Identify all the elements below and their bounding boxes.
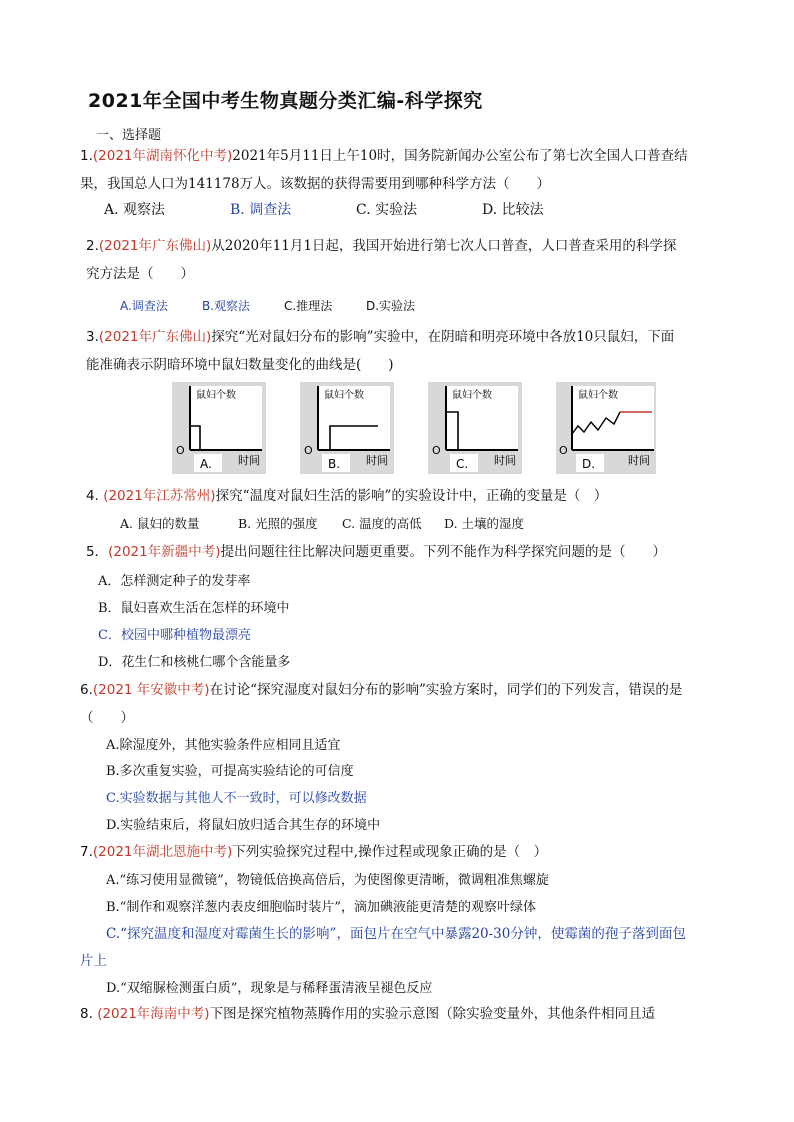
- question-text: 在讨论“探究湿度对鼠妇分布的影响”实验方案时，同学们的下列发言，错误的是: [209, 682, 683, 698]
- question-source: (2021年江苏常州): [103, 488, 216, 504]
- option-b[interactable]: B．鼠妇喜欢生活在怎样的环境中: [98, 601, 290, 616]
- option-d[interactable]: D. 土壤的湿度: [444, 516, 525, 531]
- x-label: 时间: [628, 454, 650, 467]
- question-5: [86, 538, 726, 566]
- origin-label: O: [559, 444, 568, 457]
- origin-label: O: [432, 444, 441, 457]
- question-number: 2.: [86, 238, 99, 254]
- question-text: 下图是探究植物蒸腾作用的实验示意图（除实验变量外，其他条件相同且适: [209, 1006, 656, 1022]
- question-7: [80, 838, 720, 866]
- question-text: 2021年5月11日上午10时，国务院新闻办公室公布了第七次全国人口普查结: [232, 148, 688, 164]
- graph-a[interactable]: [172, 382, 266, 474]
- question-4: [86, 482, 726, 510]
- question-text: 探究“温度对鼠妇生活的影响”的实验设计中，正确的变量是（ ）: [215, 488, 608, 504]
- option-a[interactable]: A. 鼠妇的数量: [120, 516, 200, 531]
- option-a[interactable]: A.除湿度外，其他实验条件应相同且适宜: [106, 738, 341, 753]
- option-a[interactable]: A．怎样测定种子的发芽率: [98, 574, 251, 589]
- page-title: 2021年全国中考生物真题分类汇编-科学探究: [88, 90, 483, 112]
- graph-letter: C.: [456, 457, 469, 471]
- options-q4: [120, 514, 524, 532]
- option-c[interactable]: C．校园中哪种植物最漂亮: [98, 628, 251, 643]
- graph-letter: A.: [200, 457, 212, 471]
- option-c[interactable]: C.实验数据与其他人不一致时，可以修改数据: [106, 791, 367, 806]
- question-2: [86, 232, 726, 288]
- question-source: (2021年新疆中考): [108, 544, 221, 560]
- origin-label: O: [176, 444, 185, 457]
- question-source: (2021 年安徽中考): [92, 682, 210, 698]
- question-source: (2021年广东佛山): [98, 329, 212, 345]
- question-number: 3.: [86, 329, 99, 345]
- option-b[interactable]: B.“制作和观察洋葱内表皮细胞临时装片”，滴加碘液能更清楚的观察叶绿体: [106, 900, 536, 915]
- graph-d[interactable]: [556, 382, 656, 474]
- question-source: (2021年湖南怀化中考): [92, 148, 233, 164]
- question-3: [86, 323, 726, 379]
- option-c[interactable]: C.推理法: [284, 299, 333, 313]
- question-number: 4.: [86, 488, 99, 504]
- option-d[interactable]: D.实验结束后，将鼠妇放归适合其生存的环境中: [106, 818, 381, 833]
- option-b[interactable]: B. 光照的强度: [238, 516, 318, 531]
- option-b[interactable]: B.多次重复实验，可提高实验结论的可信度: [106, 764, 354, 779]
- question-number: 1.: [80, 148, 93, 164]
- origin-label: O: [304, 444, 313, 457]
- question-number: 8.: [80, 1006, 93, 1022]
- question-text: （ ）: [80, 710, 134, 726]
- option-a[interactable]: A.调查法: [120, 299, 168, 313]
- x-label: 时间: [238, 454, 260, 467]
- question-text: 究方法是（ ）: [86, 266, 194, 282]
- option-a[interactable]: A. 观察法: [104, 202, 166, 218]
- x-label: 时间: [494, 454, 516, 467]
- option-c[interactable]: C. 温度的高低: [342, 516, 422, 531]
- option-c[interactable]: C.“探究温度和湿度对霉菌生长的影响”，面包片在空气中暴露20-30分钟，使霉菌的孢子落到面包: [106, 926, 686, 942]
- option-c[interactable]: C. 实验法: [356, 202, 418, 218]
- question-text: 果，我国总人口为141178万人。该数据的获得需要用到哪种科学方法（ ）: [80, 176, 551, 192]
- question-number: 7.: [80, 844, 93, 860]
- question-text: 能准确表示阴暗环境中鼠妇数量变化的曲线是( ): [86, 357, 394, 373]
- option-d[interactable]: D. 比较法: [482, 202, 544, 218]
- graph-letter: B.: [328, 457, 341, 471]
- option-d[interactable]: D．花生仁和核桃仁哪个含能量多: [98, 655, 291, 670]
- question-6: [80, 676, 720, 732]
- question-1: [80, 142, 720, 198]
- question-source: (2021年海南中考): [97, 1006, 210, 1022]
- y-label: 鼠妇个数: [578, 390, 618, 401]
- graph-c[interactable]: [428, 382, 522, 474]
- question-text: 从2020年11月1日起，我国开始进行第七次人口普查，人口普查采用的科学探: [211, 238, 677, 254]
- x-label: 时间: [366, 454, 388, 467]
- question-source: (2021年广东佛山): [98, 238, 212, 254]
- options-q1: [104, 199, 544, 219]
- option-c-continued: 片上: [80, 953, 107, 969]
- y-label: 鼠妇个数: [324, 390, 364, 401]
- y-label: 鼠妇个数: [196, 390, 236, 401]
- option-b[interactable]: B.观察法: [202, 299, 251, 313]
- option-a[interactable]: A.“练习使用显微镜”，物镜低倍换高倍后，为使图像更清晰，微调粗准焦螺旋: [106, 873, 549, 888]
- y-label: 鼠妇个数: [452, 390, 492, 401]
- question-number: 6.: [80, 682, 93, 698]
- question-number: 5．: [86, 544, 109, 560]
- option-d[interactable]: D.“双缩脲检测蛋白质”，现象是与稀释蛋清液呈褪色反应: [106, 981, 433, 996]
- option-b[interactable]: B. 调查法: [230, 202, 292, 218]
- section-heading: 一、选择题: [96, 128, 162, 143]
- options-q2: [120, 297, 415, 314]
- question-source: (2021年湖北恩施中考): [92, 844, 233, 860]
- graph-options-q3: [172, 382, 672, 476]
- question-text: 提出问题往往比解决问题更重要。下列不能作为科学探究问题的是（ ）: [220, 544, 666, 560]
- question-text: 探究“光对鼠妇分布的影响”实验中，在阴暗和明亮环境中各放10只鼠妇，下面: [211, 329, 675, 345]
- option-d[interactable]: D.实验法: [366, 299, 416, 313]
- graph-b[interactable]: [300, 382, 394, 474]
- question-8: [80, 1000, 720, 1028]
- graph-letter: D.: [582, 457, 596, 471]
- question-text: 下列实验探究过程中,操作过程或现象正确的是（ ）: [232, 844, 548, 860]
